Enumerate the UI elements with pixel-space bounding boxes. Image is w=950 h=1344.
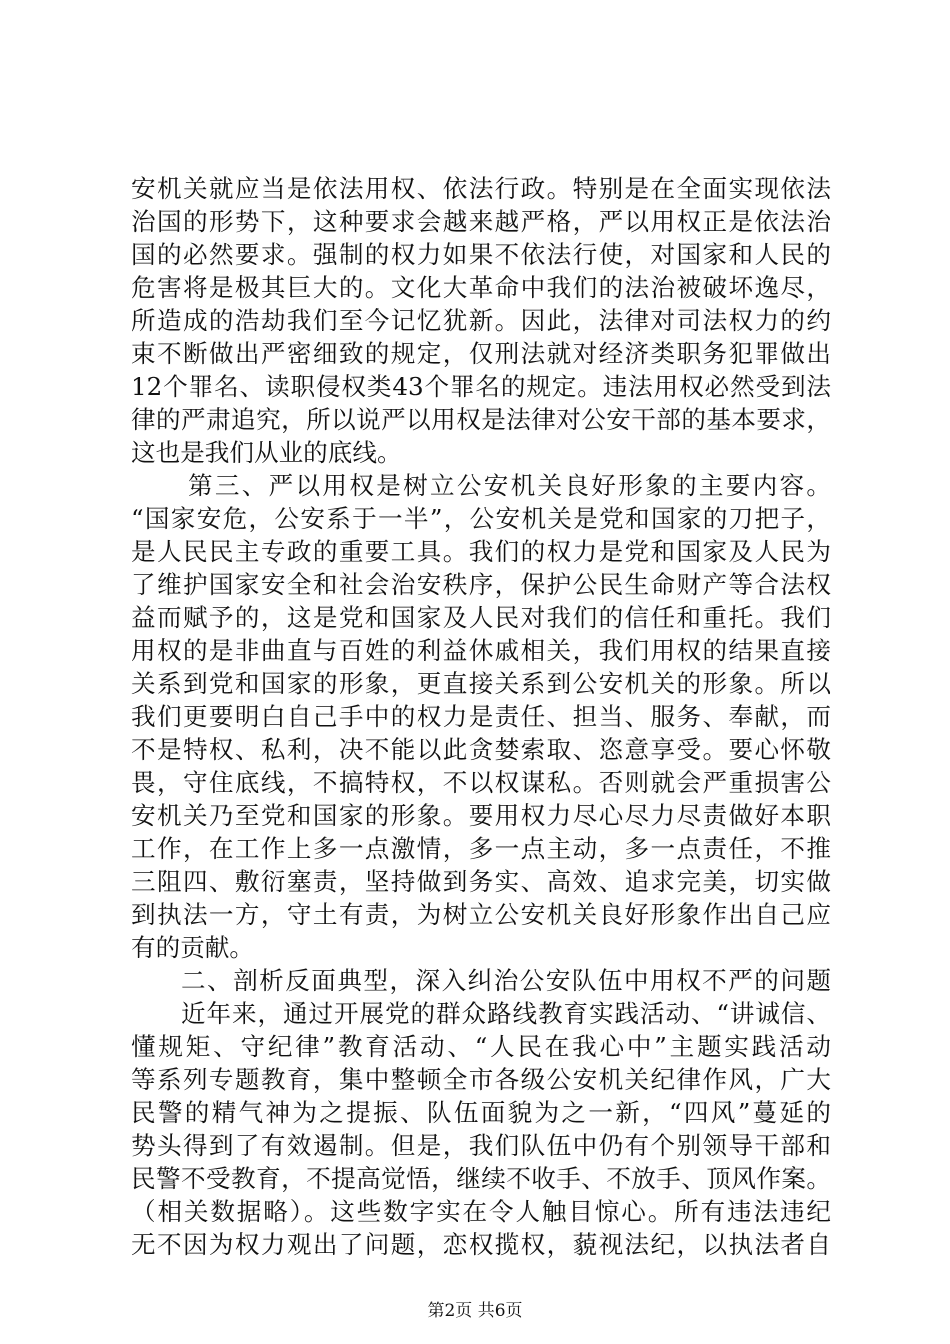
- text-line: 工作，在工作上多一点激情，多一点主动，多一点责任，不推: [131, 834, 831, 863]
- text-line: “国家安危，公安系于一半”，公安机关是党和国家的刀把子，: [131, 504, 831, 533]
- text-line: 等系列专题教育，集中整顿全市各级公安机关纪律作风，广大: [131, 1065, 831, 1094]
- text-line: 12个罪名、读职侵权类43个罪名的规定。违法用权必然受到法: [131, 372, 831, 401]
- text-line: 安机关就应当是依法用权、依法行政。特别是在全面实现依法: [131, 174, 831, 203]
- text-line: 国的必然要求。强制的权力如果不依法行使，对国家和人民的: [131, 240, 831, 269]
- text-line: （相关数据略）。这些数字实在令人触目惊心。所有违法违纪: [131, 1197, 831, 1226]
- text-line: 民警的精气神为之提振、队伍面貌为之一新，“四风”蔓延的: [131, 1098, 831, 1127]
- text-line: 是人民民主专政的重要工具。我们的权力是党和国家及人民为: [131, 537, 831, 566]
- page-number-footer: 第2页 共6页: [427, 1301, 523, 1321]
- section-heading: 二、剖析反面典型，深入纠治公安队伍中用权不严的问题: [181, 966, 831, 995]
- section-heading: 第三、严以用权是树立公安机关良好形象的主要内容。: [188, 471, 831, 500]
- text-line: 治国的形势下，这种要求会越来越严格，严以用权正是依法治: [131, 207, 831, 236]
- text-line: 安机关乃至党和国家的形象。要用权力尽心尽力尽责做好本职: [131, 801, 831, 830]
- text-line: 不是特权、私利，决不能以此贪婪索取、恣意享受。要心怀敬: [131, 735, 831, 764]
- text-line: 关系到党和国家的形象，更直接关系到公安机关的形象。所以: [131, 669, 831, 698]
- text-line: 用权的是非曲直与百姓的利益休戚相关，我们用权的结果直接: [131, 636, 831, 665]
- text-line: 势头得到了有效遏制。但是，我们队伍中仍有个别领导干部和: [131, 1131, 831, 1160]
- text-line: 无不因为权力观出了问题，恋权揽权，藐视法纪，以执法者自: [131, 1230, 831, 1259]
- text-line: 有的贡献。: [131, 933, 254, 962]
- text-line: 近年来，通过开展党的群众路线教育实践活动、“讲诚信、: [181, 999, 831, 1028]
- text-line: 民警不受教育，不提高觉悟，继续不收手、不放手、顶风作案。: [131, 1164, 831, 1193]
- text-line: 束不断做出严密细致的规定，仅刑法就对经济类职务犯罪做出: [131, 339, 831, 368]
- text-line: 我们更要明白自己手中的权力是责任、担当、服务、奉献，而: [131, 702, 831, 731]
- text-line: 了维护国家安全和社会治安秩序，保护公民生命财产等合法权: [131, 570, 831, 599]
- text-line: 到执法一方，守土有责，为树立公安机关良好形象作出自己应: [131, 900, 831, 929]
- text-line: 三阻四、敷衍塞责，坚持做到务实、高效、追求完美，切实做: [131, 867, 831, 896]
- text-line: 危害将是极其巨大的。文化大革命中我们的法治被破坏逸尽，: [131, 273, 831, 302]
- text-line: 畏，守住底线，不搞特权，不以权谋私。否则就会严重损害公: [131, 768, 831, 797]
- text-line: 所造成的浩劫我们至今记忆犹新。因此，法律对司法权力的约: [131, 306, 831, 335]
- text-line: 懂规矩、守纪律”教育活动、“人民在我心中”主题实践活动: [131, 1032, 831, 1061]
- text-line: 这也是我们从业的底线。: [131, 438, 402, 467]
- text-line: 益而赋予的，这是党和国家及人民对我们的信任和重托。我们: [131, 603, 831, 632]
- text-line: 律的严肃追究，所以说严以用权是法律对公安干部的基本要求，: [131, 405, 831, 434]
